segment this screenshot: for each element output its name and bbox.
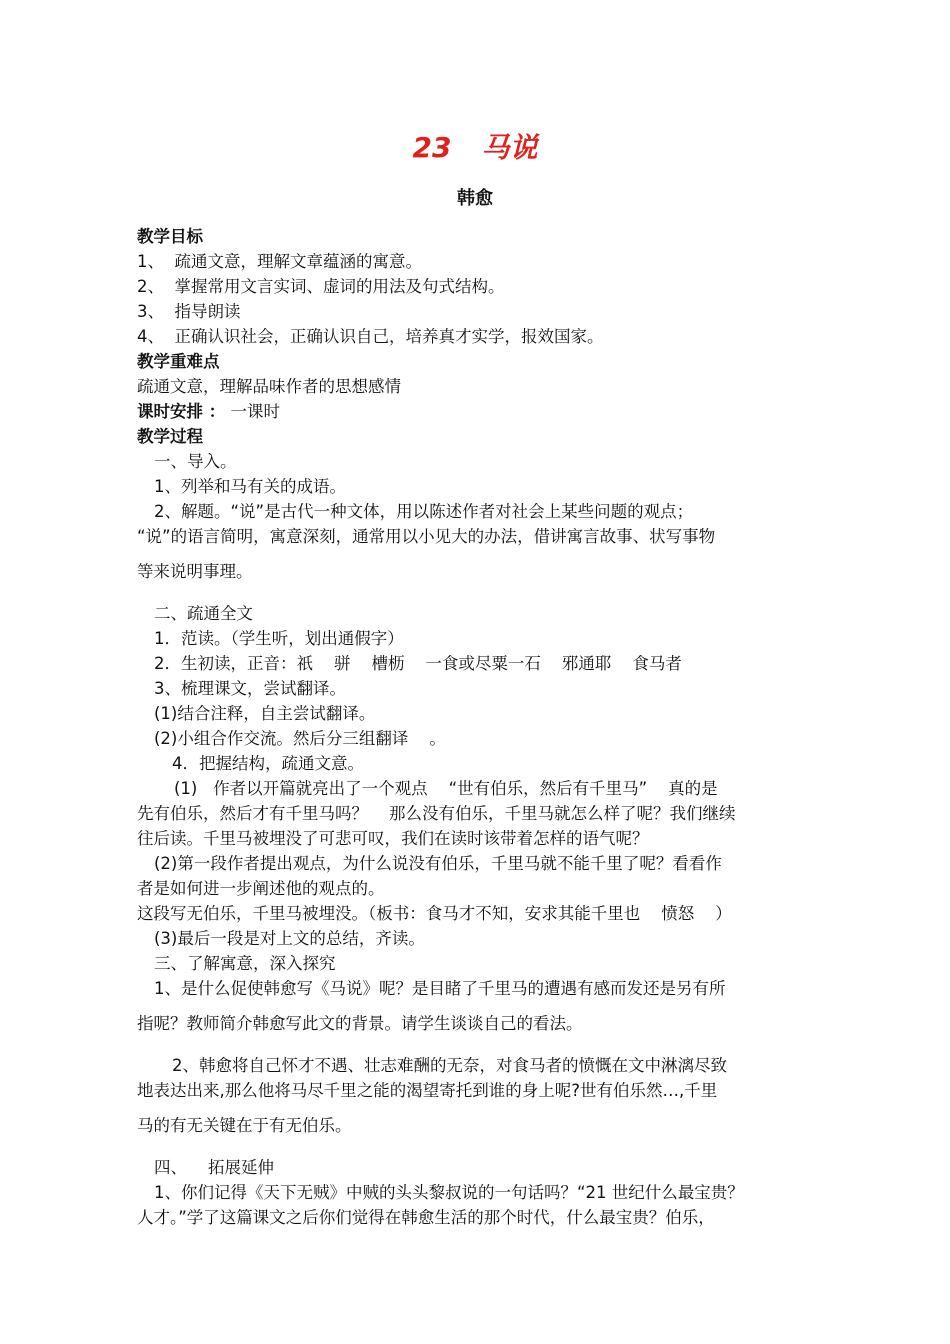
paragraph-line: 往后读。千里马被埋没了可悲可叹，我们在读时该带着怎样的语气呢？ — [137, 829, 649, 848]
paragraph-line: 人才。”学了这篇课文之后你们觉得在韩愈生活的那个时代，什么最宝贵？伯乐， — [137, 1208, 715, 1227]
section-heading: 三、了解寓意，深入探究 — [154, 954, 336, 973]
paragraph-line: (2)第一段作者提出观点，为什么说没有伯乐，千里马就不能千里了呢？看看作 — [154, 854, 722, 873]
paragraph-line: 地表达出来,那么他将马尽千里之能的渴望寄托到谁的身上呢?世有伯乐然…,千里 — [137, 1081, 718, 1100]
paragraph-line: (1)结合注释，自主尝试翻译。 — [154, 704, 376, 723]
paragraph-line: 1．范读。（学生听，划出通假字） — [154, 629, 404, 648]
objective-item: 4、 正确认识社会，正确认识自己，培养真才实学，报效国家。 — [137, 327, 604, 346]
heading-process: 教学过程 — [137, 427, 203, 446]
paragraph-line: 1、列举和马有关的成语。 — [154, 477, 346, 496]
lesson-name: 马说 — [481, 131, 538, 164]
objective-item: 3、 指导朗读 — [137, 302, 241, 321]
paragraph-line: 马的有无关键在于有无伯乐。 — [137, 1116, 352, 1135]
paragraph-line: 2．生初读，正音：祇 骈 槽枥 一食或尽粟一石 邪通耶 食马者 — [154, 654, 682, 673]
paragraph-line: 4．把握结构，疏通文意。 — [172, 754, 364, 773]
objective-item: 1、 疏通文意，理解文章蕴涵的寓意。 — [137, 252, 422, 271]
paragraph-line: 指呢？教师简介韩愈写此文的背景。请学生谈谈自己的看法。 — [137, 1014, 583, 1033]
document-body — [137, 224, 837, 1230]
paragraph-line: (3)最后一段是对上文的总结，齐读。 — [154, 929, 425, 948]
heading-key-points: 教学重难点 — [137, 352, 220, 371]
paragraph-line: 1、是什么促使韩愈写《马说》呢？是目睹了千里马的遭遇有感而发还是另有所 — [154, 979, 726, 998]
paragraph-line: (1) 作者以开篇就亮出了一个观点 “世有伯乐，然后有千里马” 真的是 — [174, 779, 718, 798]
schedule-value: 一课时 — [230, 402, 280, 421]
key-points-text: 疏通文意，理解品味作者的思想感情 — [137, 377, 401, 396]
paragraph-line: 2、韩愈将自己怀才不遇、壮志难酬的无奈，对食马者的愤慨在文中淋漓尽致 — [172, 1056, 727, 1075]
lesson-title — [0, 128, 950, 168]
heading-objectives: 教学目标 — [137, 227, 203, 246]
paragraph-line: 这段写无伯乐，千里马被埋没。（板书：食马才不知，安求其能千里也 愤怒 ） — [137, 904, 732, 923]
paragraph-line: 3、梳理课文，尝试翻译。 — [154, 679, 346, 698]
objective-item: 2、 掌握常用文言实词、虚词的用法及句式结构。 — [137, 277, 505, 296]
paragraph-line: 先有伯乐，然后才有千里马吗？ 那么没有伯乐，千里马就怎么样了呢？我们继续 — [137, 804, 736, 823]
paragraph-line: (2)小组合作交流。然后分三组翻译 。 — [154, 729, 446, 748]
heading-schedule: 课时安排 ： — [137, 402, 226, 421]
section-heading: 二、疏通全文 — [154, 604, 253, 623]
schedule-line — [137, 399, 837, 424]
paragraph-line: 2、解题。“说”是古代一种文体，用以陈述作者对社会上某些问题的观点； — [154, 502, 694, 521]
lesson-number: 23 — [412, 131, 452, 164]
paragraph-line: “说”的语言简明，寓意深刻，通常用以小见大的办法，借讲寓言故事、状写事物 — [137, 527, 716, 546]
section-heading: 四、 拓展延伸 — [154, 1158, 274, 1177]
author: 韩愈 — [457, 188, 493, 209]
section-heading: 一、导入。 — [154, 452, 237, 471]
paragraph-line: 1、你们记得《天下无贼》中贼的头头黎叔说的一句话吗？“21 世纪什么最宝贵？ — [154, 1183, 744, 1202]
paragraph-line: 者是如何进一步阐述他的观点的。 — [137, 879, 385, 898]
paragraph-line: 等来说明事理。 — [137, 562, 253, 581]
